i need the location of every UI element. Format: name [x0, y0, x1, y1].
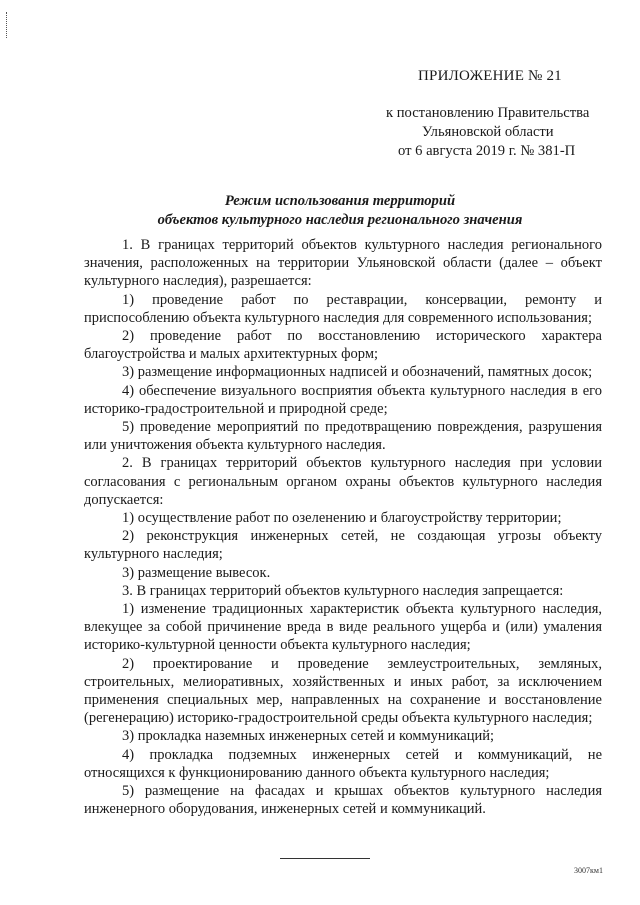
paragraph: 1. В границах территорий объектов культурного наследия регионального значения, расположенных на территории Ульяновской области (далее – объект культурного наследия), разрешается: — [84, 237, 602, 290]
paragraph: 1) осуществление работ по озеленению и благоустройству территории; — [122, 510, 562, 527]
paragraph: 3. В границах территорий объектов культурного наследия запрещается: — [122, 582, 564, 599]
paragraph: 1) изменение традиционных характеристик объекта культурного наследия, влекущее за собой причинение вреда в виде реального ущерба и (или) умаления историко-культурной ценности объекта культурного наследия; — [84, 601, 602, 654]
title-line-1: Режим использования территорий — [224, 193, 456, 209]
paragraph: 5) размещение на фасадах и крышах объектов культурного наследия инженерного оборудования, инженерных сетей и коммуникаций. — [84, 783, 602, 818]
paragraph: 2. В границах территорий объектов культурного наследия при условии согласования с региональным органом охраны объектов культурного наследия допускается: — [84, 455, 602, 508]
decree-line-1: к постановлению Правительства — [386, 105, 590, 121]
paragraph: 4) прокладка подземных инженерных сетей и коммуникаций, не относящихся к функционированию данного объекта культурного наследия; — [84, 746, 602, 781]
decree-line-3: от 6 августа 2019 г. № 381-П — [398, 143, 576, 159]
decree-line-2: Ульяновской области — [422, 124, 554, 140]
margin-mark — [6, 12, 11, 38]
document-code: 3007км1 — [574, 866, 603, 875]
title-line-2: объектов культурного наследия регионального значения — [157, 212, 523, 228]
paragraph: 3) размещение вывесок. — [122, 564, 271, 581]
paragraph: 2) проектирование и проведение землеустроительных, земляных, строительных, мелиоративных, хозяйственных и иных работ, за исключением применения специальных мер, направленных на сохранение и восстановление (регенерацию) историко-градостроительной среды объекта культурного наследия; — [84, 655, 602, 727]
paragraph: 4) обеспечение визуального восприятия объекта культурного наследия в его историко-градостроительной и природной среде; — [84, 382, 602, 417]
paragraph: 2) проведение работ по восстановлению исторического характера благоустройства и малых архитектурных форм; — [84, 328, 602, 363]
paragraph: 3) размещение информационных надписей и обозначений, памятных досок; — [122, 364, 593, 381]
closing-line — [280, 858, 370, 859]
appendix-label: ПРИЛОЖЕНИЕ № 21 — [418, 68, 562, 84]
document-body — [84, 236, 602, 819]
paragraph: 3) прокладка наземных инженерных сетей и коммуникаций; — [122, 728, 495, 745]
document-title — [0, 192, 640, 230]
paragraph: 5) проведение мероприятий по предотвращению повреждения, разрушения или уничтожения объекта культурного наследия. — [84, 419, 602, 454]
paragraph: 1) проведение работ по реставрации, консервации, ремонту и приспособлению объекта культурного наследия для современного использования; — [84, 291, 602, 326]
decree-reference — [380, 104, 620, 161]
paragraph: 2) реконструкция инженерных сетей, не создающая угрозы объекту культурного наследия; — [84, 528, 602, 563]
